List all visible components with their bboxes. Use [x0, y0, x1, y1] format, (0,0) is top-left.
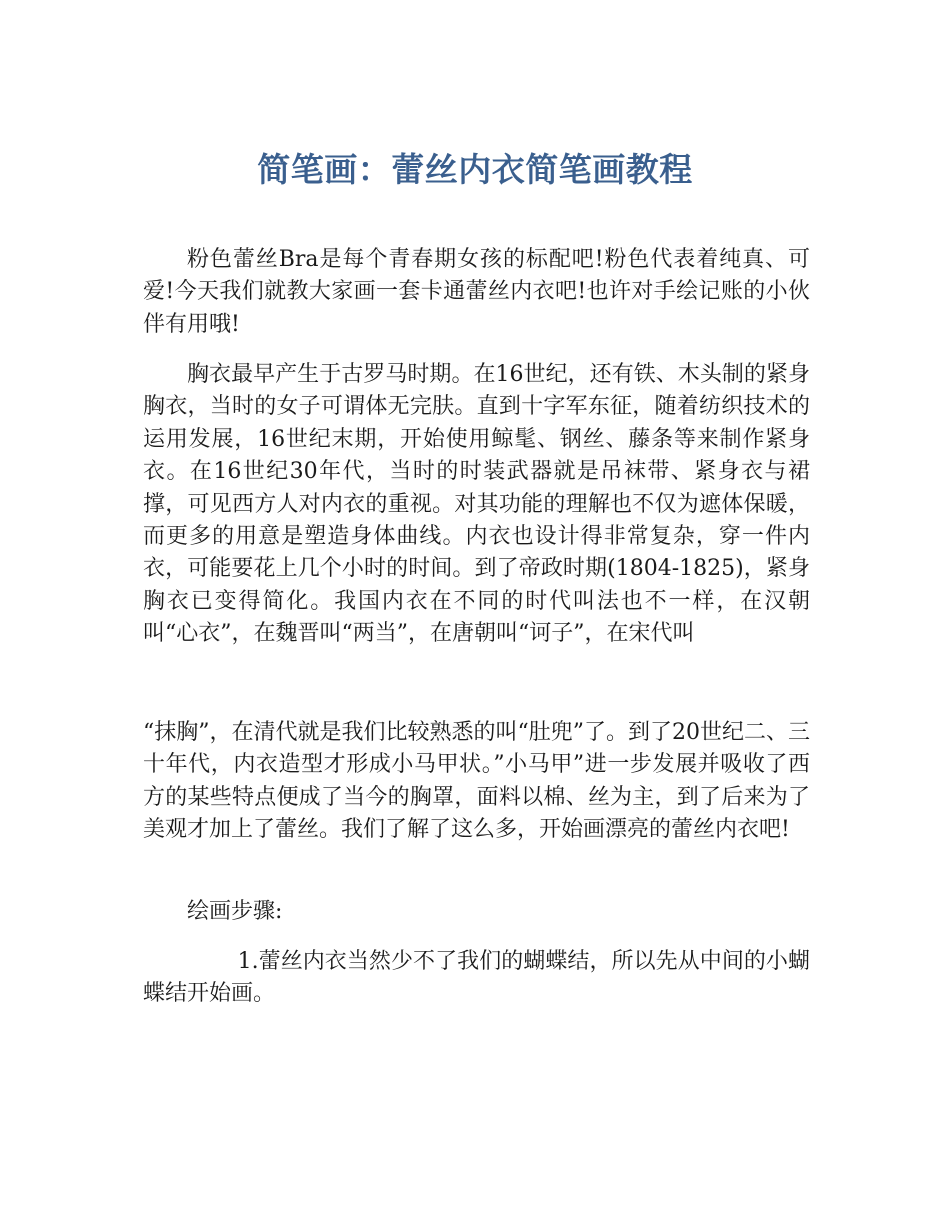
step-1-paragraph: 1.蕾丝内衣当然少不了我们的蝴蝶结，所以先从中间的小蝴蝶结开始画。: [143, 949, 810, 1007]
history-paragraph-part2: “抹胸”，在清代就是我们比较熟悉的叫“肚兜”了。到了20世纪二、三十年代，内衣造型才形成小马甲状。”小马甲”进一步发展并吸收了西方的某些特点便成了当今的胸罩，面料以棉、丝为主，到了后来为了美观才加上了蕾丝。我们了解了这么多，开始画漂亮的蕾丝内衣吧!: [143, 720, 810, 843]
history-paragraph-part1: 胸衣最早产生于古罗马时期。在16世纪，还有铁、木头制的紧身胸衣，当时的女子可谓体无完肤。直到十字军东征，随着纺织技术的运用发展，16世纪末期，开始使用鲸髦、钢丝、藤条等来制作紧身衣。在16世纪30年代，当时的时装武器就是吊袜带、紧身衣与裙撑，可见西方人对内衣的重视。对其功能的理解也不仅为遮体保暖，而更多的用意是塑造身体曲线。内衣也设计得非常复杂，穿一件内衣，可能要花上几个小时的时间。到了帝政时期(1804-1825)，紧身胸衣已变得简化。我国内衣在不同的时代叫法也不一样，在汉朝叫“心衣”，在魏晋叫“两当”，在唐朝叫“诃子”，在宋代叫: [143, 362, 810, 647]
intro-paragraph: 粉色蕾丝Bra是每个青春期女孩的标配吧!粉色代表着纯真、可爱!今天我们就教大家画一套卡通蕾丝内衣吧!也许对手绘记账的小伙伴有用哦!: [143, 247, 810, 337]
steps-heading: 绘画步骤:: [187, 899, 283, 924]
page-title: 简笔画：蕾丝内衣简笔画教程: [257, 150, 693, 189]
